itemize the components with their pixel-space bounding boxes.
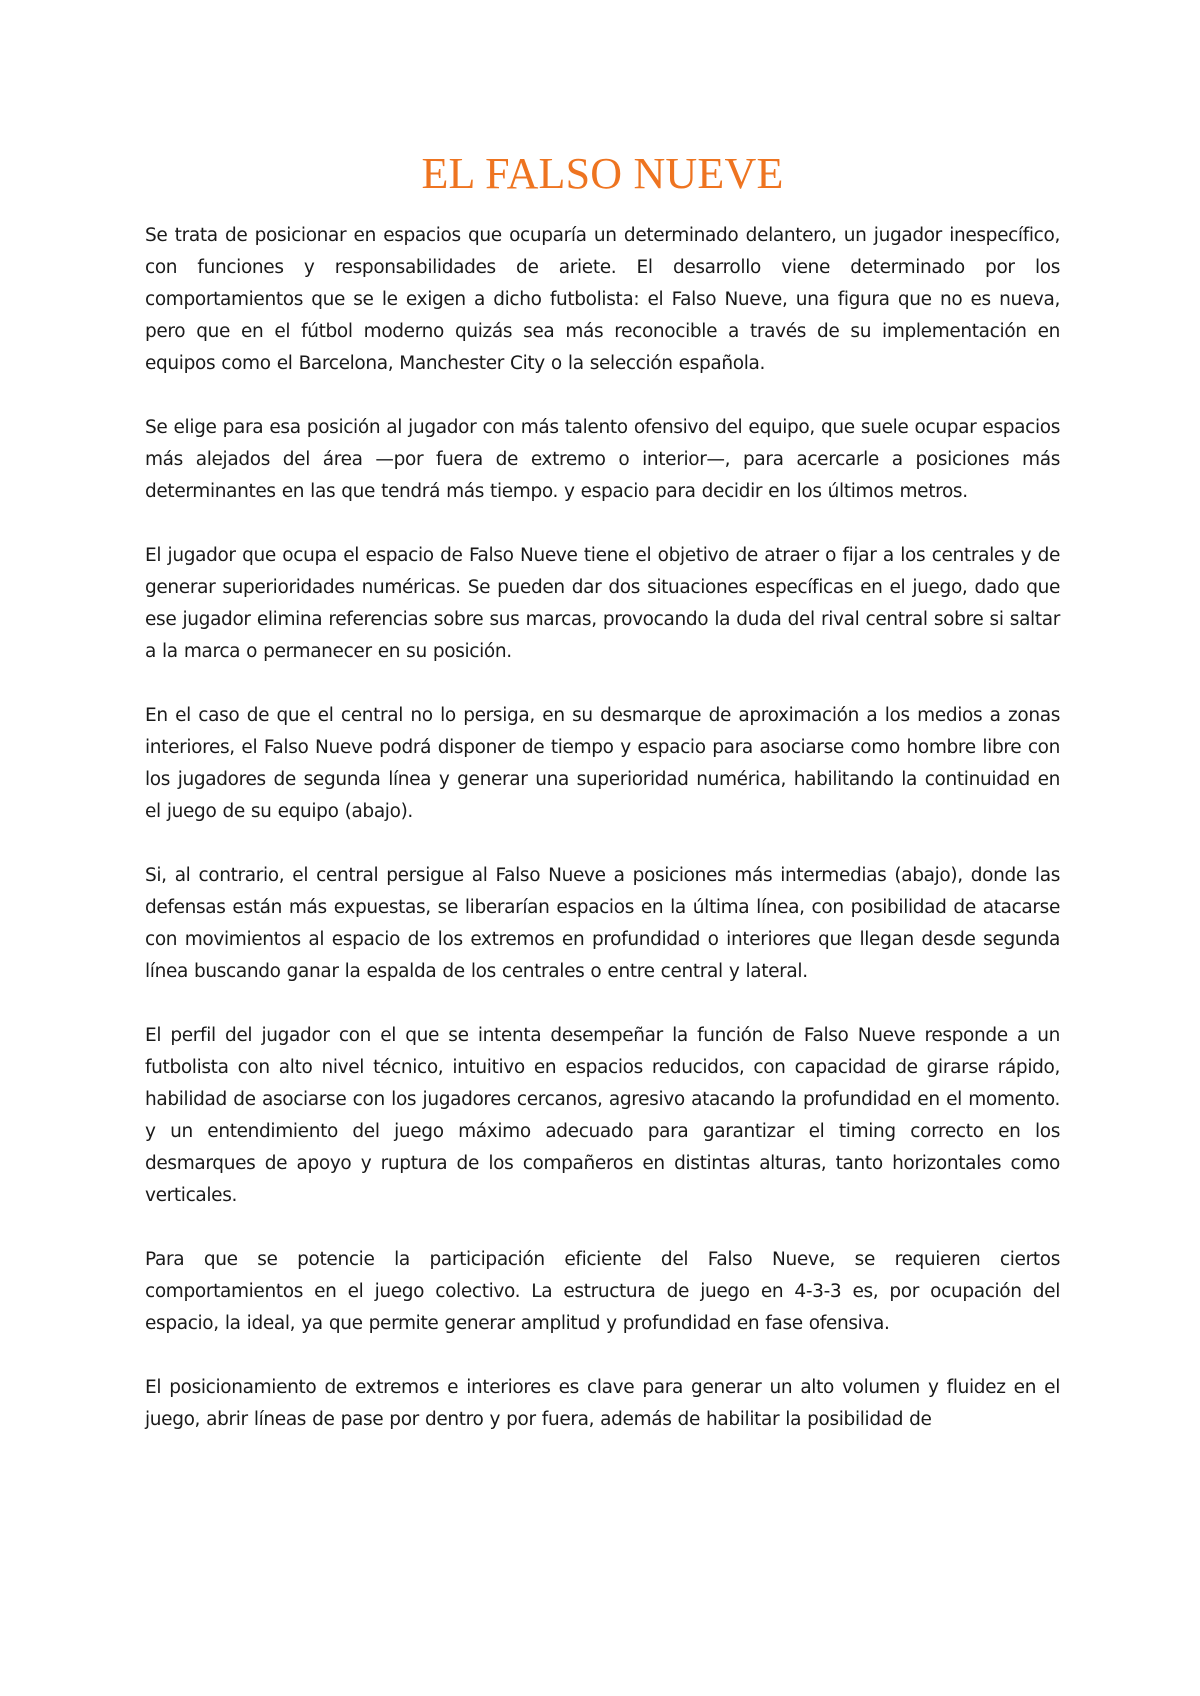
paragraph-3: El jugador que ocupa el espacio de Falso Nueve tiene el objetivo de atraer o fijar a los centrales y de generar superioridades numéricas. Se pueden dar dos situaciones específicas en el juego, dado que ese jugador elimina referencias sobre sus marcas, provocando la duda del rival central sobre si saltar a la marca o permanecer en su posición. [145,545,1060,663]
paragraph-5: Si, al contrario, el central persigue al Falso Nueve a posiciones más intermedias (abajo), donde las defensas están más expuestas, se liberarían espacios en la última línea, con posibilidad de atacarse con movimientos al espacio de los extremos en profundidad o interiores que llegan desde segunda línea buscando ganar la espalda de los centrales o entre central y lateral. [145,865,1060,983]
document-title: EL FALSO NUEVE [421,149,784,198]
paragraph-1: Se trata de posicionar en espacios que ocuparía un determinado delantero, un jugador inespecífico, con funciones y responsabilidades de ariete. El desarrollo viene determinado por los comportamientos que se le exigen a dicho futbolista: el Falso Nueve, una figura que no es nueva, pero que en el fútbol moderno quizás sea más reconocible a través de su implementación en equipos como el Barcelona, Manchester City o la selección española. [145,225,1060,375]
paragraph-4: En el caso de que el central no lo persiga, en su desmarque de aproximación a los medios a zonas interiores, el Falso Nueve podrá disponer de tiempo y espacio para asociarse como hombre libre con los jugadores de segunda línea y generar una superioridad numérica, habilitando la continuidad en el juego de su equipo (abajo). [145,705,1060,823]
paragraph-6: El perfil del jugador con el que se intenta desempeñar la función de Falso Nueve responde a un futbolista con alto nivel técnico, intuitivo en espacios reducidos, con capacidad de girarse rápido, habilidad de asociarse con los jugadores cercanos, agresivo atacando la profundidad en el momento. y un entendimiento del juego máximo adecuado para garantizar el timing correcto en los desmarques de apoyo y ruptura de los compañeros en distintas alturas, tanto horizontales como verticales. [145,1025,1060,1207]
paragraph-2: Se elige para esa posición al jugador con más talento ofensivo del equipo, que suele ocupar espacios más alejados del área —por fuera de extremo o interior—, para acercarle a posiciones más determinantes en las que tendrá más tiempo. y espacio para decidir en los últimos metros. [145,417,1060,503]
paragraph-8: El posicionamiento de extremos e interiores es clave para generar un alto volumen y fluidez en el juego, abrir líneas de pase por dentro y por fuera, además de habilitar la posibilidad de [145,1377,1060,1431]
paragraph-7: Para que se potencie la participación eficiente del Falso Nueve, se requieren ciertos comportamientos en el juego colectivo. La estructura de juego en 4-3-3 es, por ocupación del espacio, la ideal, ya que permite generar amplitud y profundidad en fase ofensiva. [145,1249,1060,1335]
